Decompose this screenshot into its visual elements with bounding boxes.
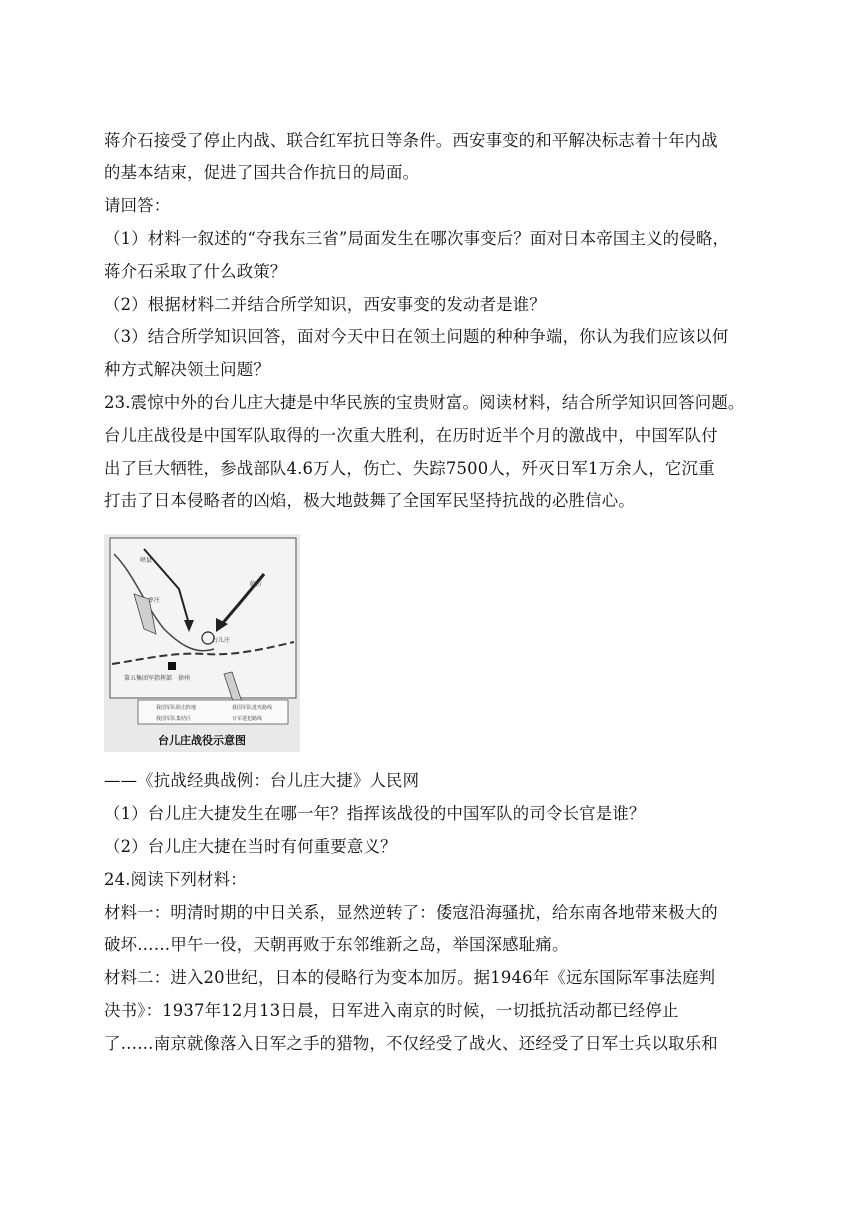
question-line: （1）材料一叙述的“夺我东三省”局面发生在哪次事变后？面对日本帝国主义的侵略， (104, 229, 730, 248)
question-line: （2）台儿庄大捷在当时有何重要意义？ (104, 837, 397, 856)
map-label: 徐州 (178, 675, 191, 682)
question-line: （3）结合所学知识回答，面对今天中日在领土问题的种种争端，你认为我们应该以何 (104, 327, 729, 346)
text-line: 台儿庄战役是中国军队取得的一次重大胜利，在历时近半个月的激战中，中国军队付 (104, 426, 718, 445)
text-line: 了……南京就像落入日军之手的猎物，不仅经受了战火、还经受了日军士兵以取乐和 (104, 1034, 718, 1053)
text-line: 的基本结束，促进了国共合作抗日的局面。 (104, 163, 420, 182)
map-label: 峄县 (140, 557, 153, 564)
question-line: （1）台儿庄大捷发生在哪一年？指挥该战役的中国军队的司令长官是谁？ (104, 804, 646, 823)
question-line: （2）根据材料二并结合所学知识，西安事变的发动者是谁？ (104, 295, 546, 314)
text-line: 材料一：明清时期的中日关系，显然逆转了：倭寇沿海骚扰，给东南各地带来极大的 (104, 903, 718, 922)
map-label: 台儿庄 (212, 637, 231, 644)
question-heading: 23.震惊中外的台儿庄大捷是中华民族的宝贵财富。阅读材料，结合所学知识回答问题。 (104, 393, 745, 412)
question-heading: 24.阅读下列材料： (104, 870, 247, 889)
text-line: 材料二：进入20世纪，日本的侵略行为变本加厉。据1946年《远东国际军事法庭判 (104, 968, 716, 987)
map-label: 第五集团军指挥部 (124, 675, 173, 682)
legend-item: 我国军队阻击阵地 (156, 705, 197, 711)
text-line: 出了巨大牺牲，参战部队4.6万人，伤亡、失踪7500人，歼灭日军1万余人，它沉重 (104, 459, 715, 478)
battle-map-image (104, 534, 300, 752)
text-line: 种方式解决领土问题？ (104, 360, 270, 379)
text-line: 破坏……甲午一役，天朝再败于东邻维新之岛，举国深感耻痛。 (104, 935, 569, 954)
legend-item: 我国军队进攻路线 (232, 705, 273, 711)
legend-item: 我国军队集结区 (156, 716, 192, 722)
text-line: 蒋介石采取了什么政策？ (104, 262, 287, 281)
text-line: 决书》：1937年12月13日晨，日军进入南京的时候，一切抵抗活动都已经停止 (104, 1001, 679, 1020)
map-label: 临沂 (250, 581, 263, 588)
text-line: 请回答： (104, 196, 171, 215)
source-citation: ——《抗战经典战例：台儿庄大捷》人民网 (104, 771, 420, 790)
legend-item: 日军进犯路线 (232, 716, 263, 722)
text-line: 打击了日本侵略者的凶焰，极大地鼓舞了全国军民坚持抗战的必胜信心。 (104, 491, 635, 510)
map-caption: 台儿庄战役示意图 (158, 734, 246, 747)
map-label: 枣庄 (148, 597, 161, 604)
text-line: 蒋介石接受了停止内战、联合红军抗日等条件。西安事变的和平解决标志着十年内战 (104, 131, 718, 150)
